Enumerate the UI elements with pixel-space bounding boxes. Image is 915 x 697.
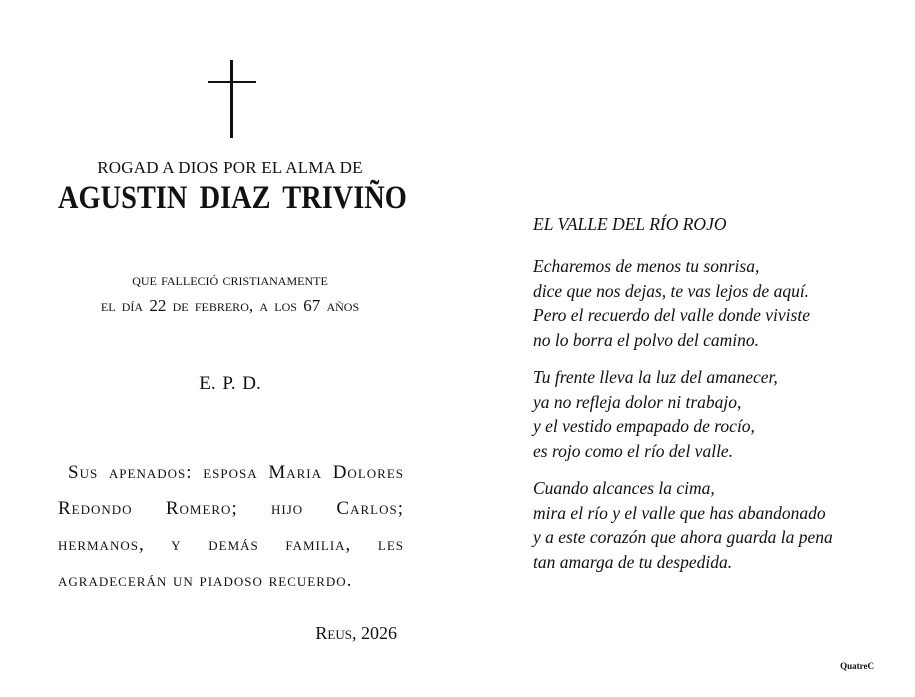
poem-line: Cuando alcances la cima, (533, 478, 715, 498)
poem-line: y a este corazón que ahora guarda la pena (533, 527, 833, 547)
poem-stanza (533, 254, 893, 352)
cross-icon (206, 60, 258, 140)
poem-line: y el vestido empapado de rocío, (533, 416, 755, 436)
death-notice-line-1: que falleció cristianamente (132, 270, 328, 289)
epd-text: E. P. D. (199, 373, 261, 394)
poem-title: EL VALLE DEL RÍO ROJO (533, 214, 727, 234)
poem-line: Tu frente lleva la luz del amanecer, (533, 367, 778, 387)
place-date: Reus, 2026 (315, 623, 397, 643)
poem-line: dice que nos dejas, te vas lejos de aquí. (533, 280, 810, 301)
poem-line: Echaremos de menos tu sonrisa, (533, 256, 760, 276)
mourners-line: Redondo Romero; hijo Carlos; (58, 498, 404, 519)
prayer-heading: ROGAD A DIOS POR EL ALMA DE (97, 158, 363, 177)
poem-line: ya no refleja dolor ni trabajo, (533, 391, 742, 412)
death-date: el día 22 de febrero, a los 67 años (100, 296, 360, 315)
deceased-name: AGUSTIN DIAZ TRIVIÑO (58, 180, 407, 216)
mourners-line: agradecerán un piadoso recuerdo. (58, 570, 353, 591)
mourners-text (58, 455, 404, 599)
poem-line: no lo borra el polvo del camino. (533, 329, 760, 350)
poem (533, 212, 893, 587)
poem-line: tan amarga de tu despedida. (533, 551, 733, 572)
printer-credit: QuatreC (840, 661, 874, 671)
poem-line: Pero el recuerdo del valle donde viviste (533, 305, 810, 325)
poem-line: es rojo como el río del valle. (533, 440, 734, 461)
mourners-line: Sus apenados: esposa Maria Dolores (68, 462, 404, 483)
poem-stanza (533, 365, 893, 463)
poem-stanza (533, 476, 893, 574)
poem-line: mira el río y el valle que has abandonado (533, 502, 826, 523)
mourners-line: hermanos, y demás familia, les (58, 534, 404, 555)
